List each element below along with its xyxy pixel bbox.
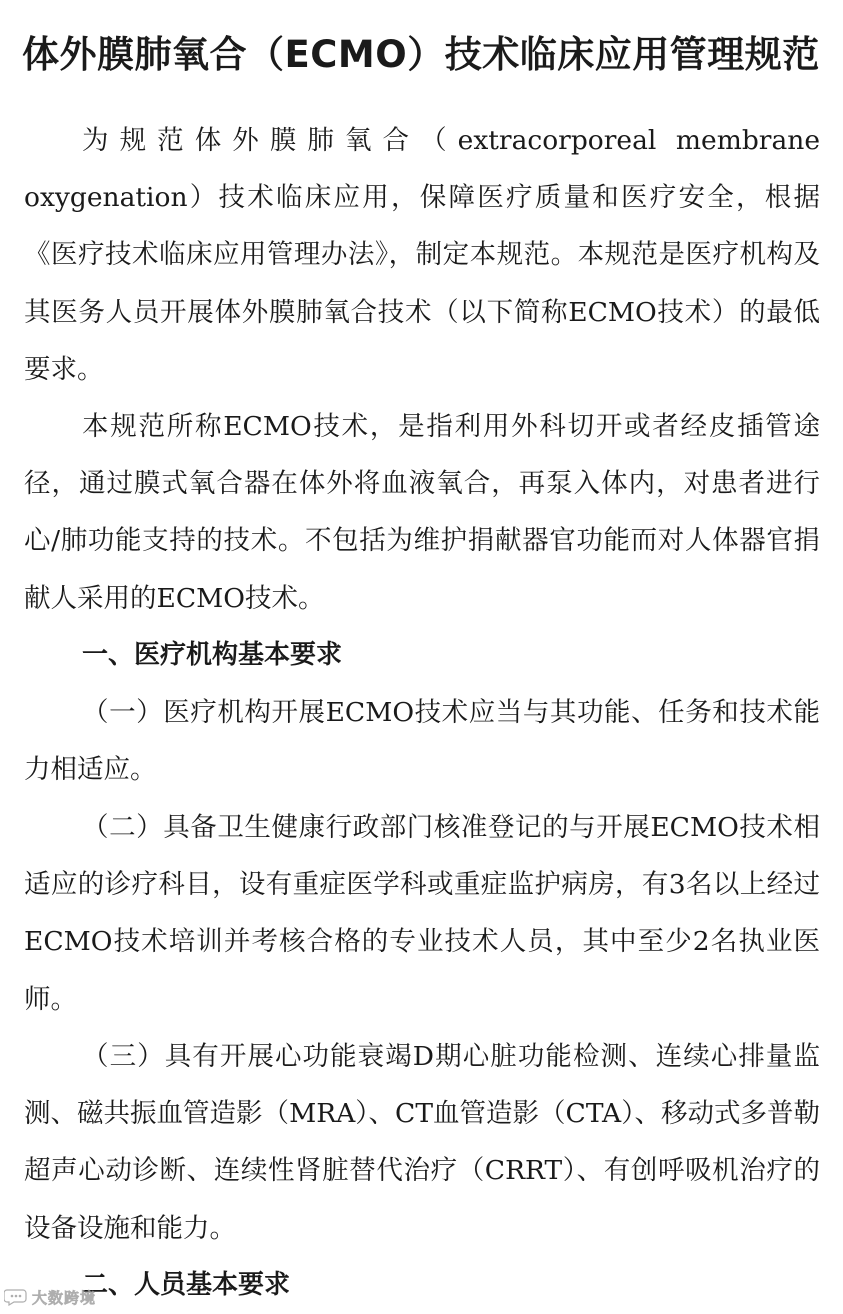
document-body: [24, 112, 820, 1314]
requirement-item-1: （一）医疗机构开展ECMO技术应当与其功能、任务和技术能力相适应。: [24, 697, 820, 786]
document-title: 体外膜肺氧合（ECMO）技术临床应用管理规范: [22, 33, 820, 76]
requirement-item-3: （三）具有开展心功能衰竭D期心脏功能检测、连续心排量监测、磁共振血管造影（MRA）、CT血管造影（CTA）、移动式多普勒超声心动诊断、连续性肾脏替代治疗（CRRT）、有创呼吸机治疗的设备设施和能力。: [24, 1041, 820, 1244]
watermark-text: 大数跨境: [32, 1288, 97, 1307]
intro-paragraph: 为规范体外膜肺氧合（extracorporeal membrane oxygenation）技术临床应用，保障医疗质量和医疗安全，根据《医疗技术临床应用管理办法》，制定本规范。本规范是医疗机构及其医务人员开展体外膜肺氧合技术（以下简称ECMO技术）的最低要求。: [24, 125, 820, 385]
section-heading-personnel-requirements: 二、人员基本要求: [82, 1270, 291, 1300]
watermark: [4, 1286, 96, 1308]
section-heading-institution-requirements: 一、医疗机构基本要求: [82, 640, 343, 670]
definition-paragraph: 本规范所称ECMO技术，是指利用外科切开或者经皮插管途径，通过膜式氧合器在体外将血液氧合，再泵入体内，对患者进行心/肺功能支持的技术。不包括为维护捐献器官功能而对人体器官捐献人采用的ECMO技术。: [24, 411, 820, 614]
requirement-item-2: （二）具备卫生健康行政部门核准登记的与开展ECMO技术相适应的诊疗科目，设有重症医学科或重症监护病房，有3名以上经过ECMO技术培训并考核合格的专业技术人员，其中至少2名执业医师。: [24, 812, 820, 1015]
chat-bubble-logo-icon: [4, 1288, 28, 1306]
